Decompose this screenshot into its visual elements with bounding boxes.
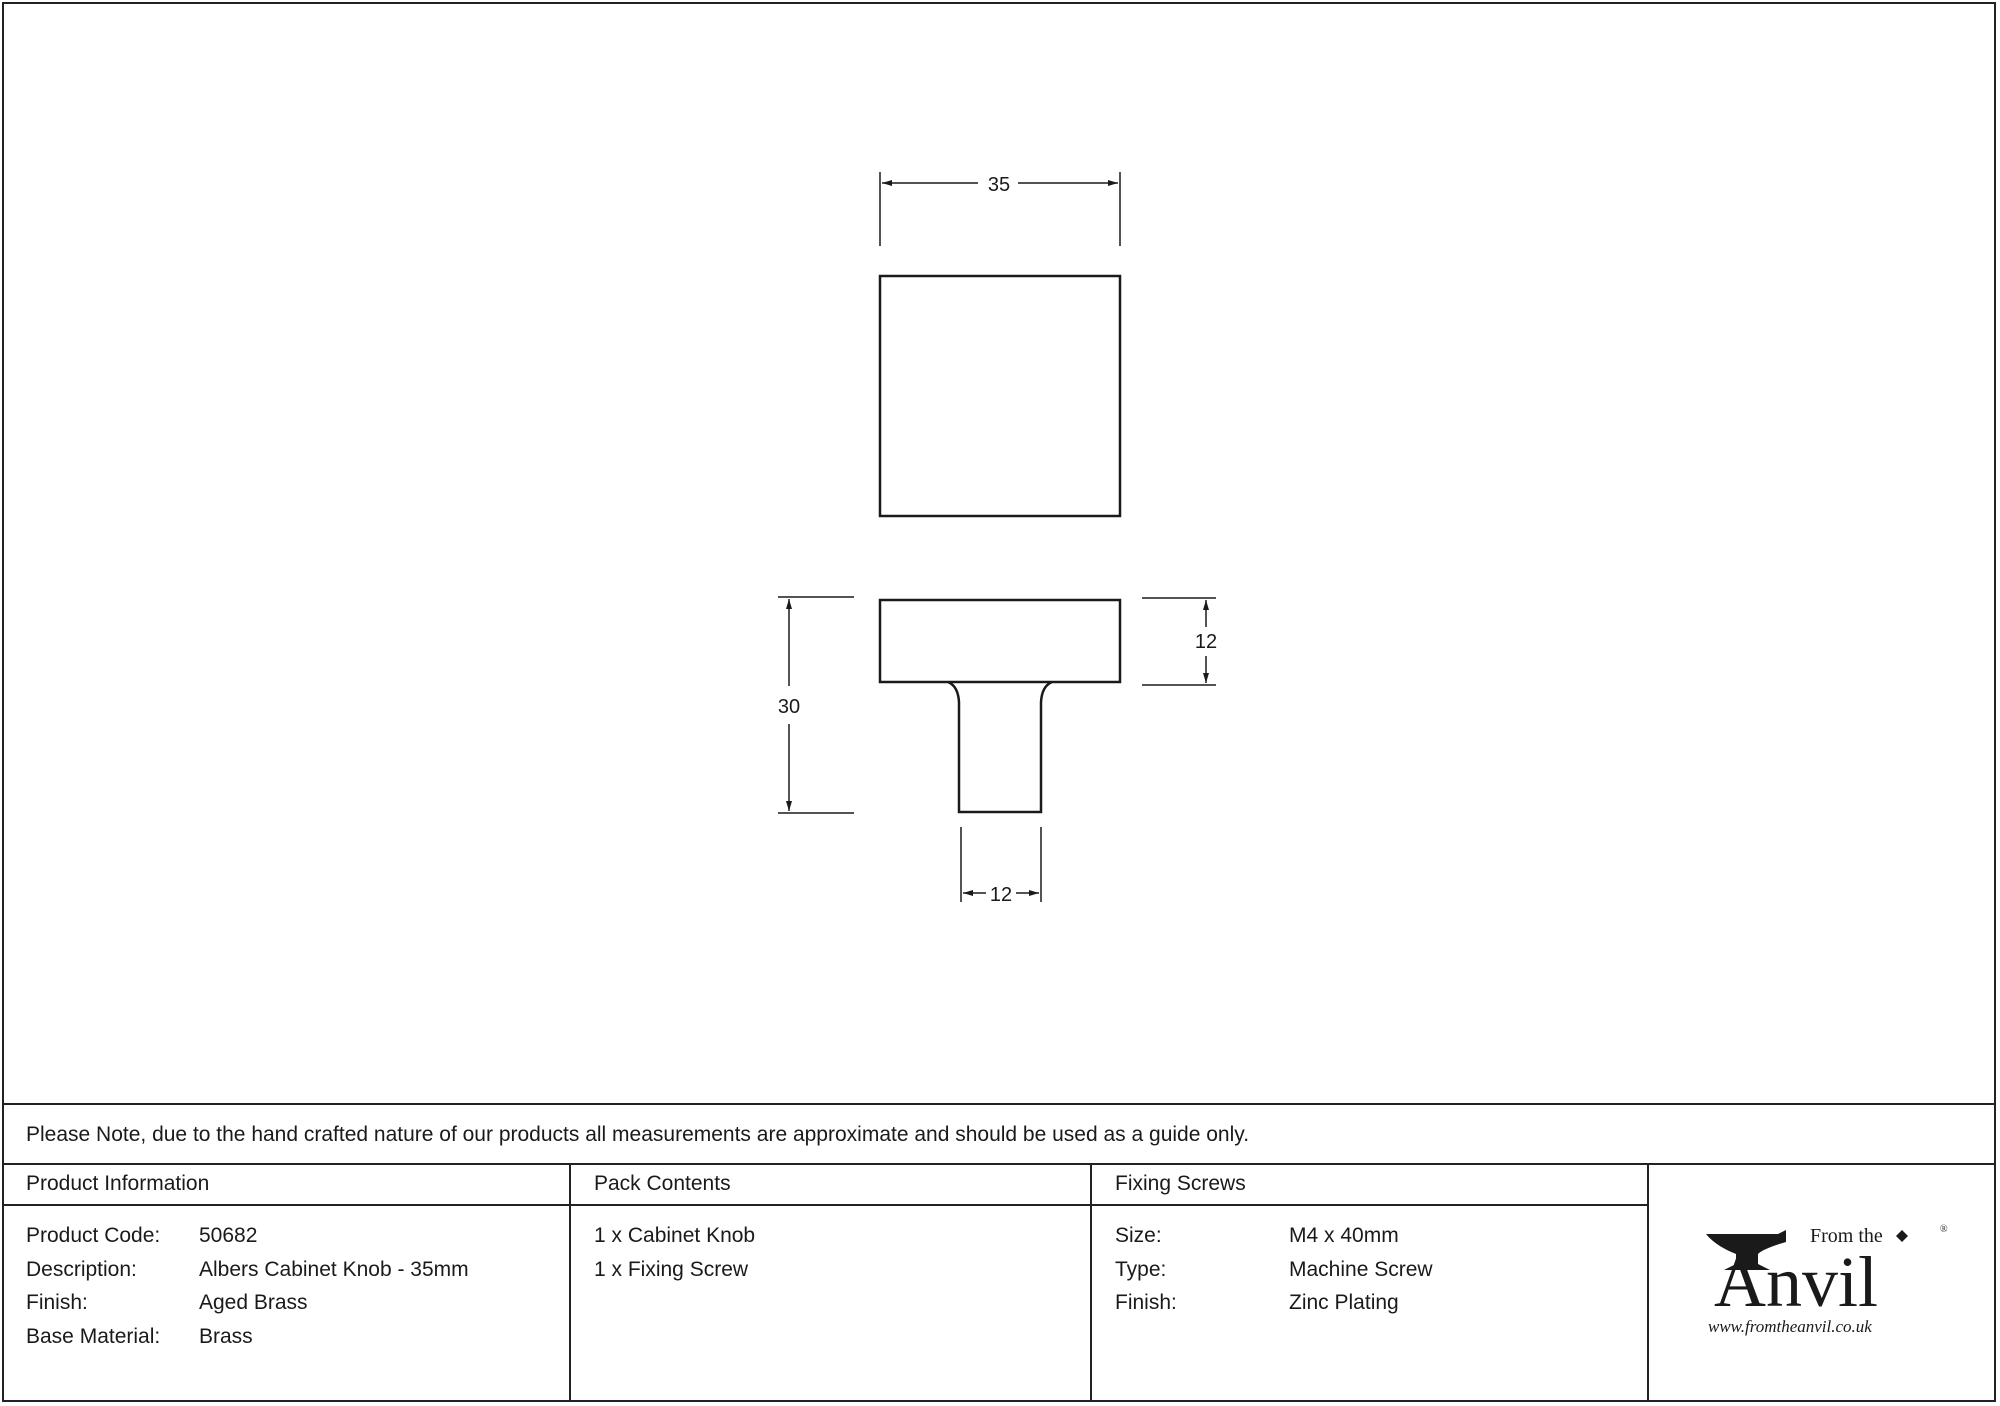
knob-top-view [880, 276, 1120, 516]
finish-label: Finish: [26, 1291, 88, 1314]
finish-value: Aged Brass [199, 1291, 308, 1314]
dimension-label-stem-width: 12 [989, 884, 1013, 906]
product-code-label: Product Code: [26, 1224, 161, 1247]
column-divider-1 [569, 1164, 571, 1402]
screw-finish-value: Zinc Plating [1289, 1291, 1399, 1314]
from-the-anvil-logo [1700, 1220, 1960, 1350]
logo-url: www.fromtheanvil.co.uk [1708, 1317, 1872, 1336]
fixing-screws-heading: Fixing Screws [1115, 1172, 1246, 1195]
pack-item: 1 x Fixing Screw [594, 1258, 749, 1281]
logo-brand: Anvil [1714, 1242, 1879, 1322]
column-divider-3 [1647, 1164, 1649, 1402]
screw-type-label: Type: [1115, 1258, 1167, 1281]
logo-registered: ® [1940, 1224, 1948, 1235]
product-code-value: 50682 [199, 1224, 258, 1247]
description-label: Description: [26, 1258, 137, 1281]
diamond-icon [1896, 1230, 1908, 1242]
dimension-label-head-height: 12 [1194, 631, 1218, 653]
title-block-top-rule [2, 1103, 1996, 1105]
dimension-label-overall-height: 30 [777, 696, 801, 718]
pack-item: 1 x Cabinet Knob [594, 1224, 756, 1247]
description-value: Albers Cabinet Knob - 35mm [199, 1258, 469, 1281]
column-divider-2 [1090, 1164, 1092, 1402]
knob-side-view [880, 600, 1120, 682]
dimension-overall-height [778, 597, 854, 813]
pack-contents-heading: Pack Contents [594, 1172, 731, 1195]
measurement-note: Please Note, due to the hand crafted nature of our products all measurements are approximate and should be used as a guide only. [26, 1123, 1250, 1146]
note-bottom-rule [2, 1163, 1996, 1165]
screw-size-label: Size: [1115, 1224, 1162, 1247]
dimension-top-width [880, 172, 1120, 246]
screw-finish-label: Finish: [1115, 1291, 1177, 1314]
headers-bottom-rule [2, 1204, 1648, 1206]
product-information-heading: Product Information [26, 1172, 210, 1195]
screw-size-value: M4 x 40mm [1289, 1224, 1399, 1247]
knob-stem [948, 682, 1052, 812]
logo-from-the: From the [1810, 1225, 1883, 1247]
screw-type-value: Machine Screw [1289, 1258, 1433, 1281]
dimension-head-height [1142, 598, 1217, 685]
dimension-label-top-width: 35 [987, 174, 1011, 196]
base-material-value: Brass [199, 1325, 253, 1348]
dimension-stem-width [961, 827, 1041, 906]
base-material-label: Base Material: [26, 1325, 161, 1348]
